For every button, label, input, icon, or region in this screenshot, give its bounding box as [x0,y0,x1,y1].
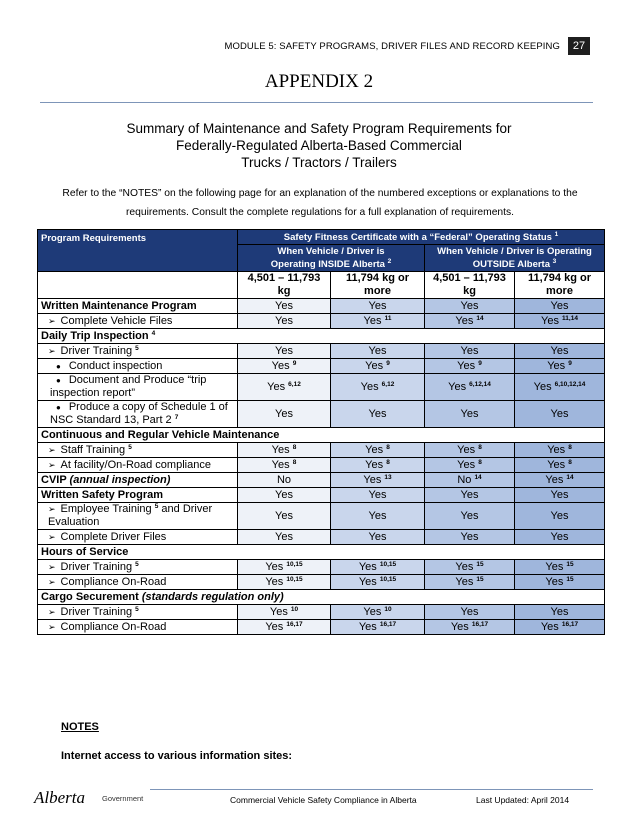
weight-class-row [38,272,605,299]
row-label: ➢ Driver Training $^5$ [38,344,238,359]
row-label: ● Produce a copy of Schedule 1 of NSC Standard 13, Part 2 $^7$ [38,401,238,428]
requirement-cell: Yes $^8$ [425,458,515,473]
requirement-cell: Yes $^{6,12}$ [238,374,331,401]
requirement-cell: Yes [331,530,425,545]
weight-class-3: 4,501 – 11,793 kg [425,272,515,299]
requirement-cell: Yes $^8$ [238,458,331,473]
requirement-cell: Yes $^8$ [331,458,425,473]
table-row [38,590,605,605]
table-row [38,575,605,590]
arrow-bullet-icon: ➢ [48,606,56,617]
arrow-bullet-icon: ➢ [48,315,56,326]
arrow-bullet-icon: ➢ [48,621,56,632]
requirement-cell: Yes $^{16,17}$ [238,620,331,635]
table-row [38,560,605,575]
footer-divider [150,789,593,790]
requirement-cell: Yes $^{15}$ [515,560,605,575]
requirement-cell: Yes $^{6,12,14}$ [425,374,515,401]
arrow-bullet-icon: ➢ [48,444,56,455]
arrow-bullet-icon: ➢ [48,561,56,572]
requirement-cell: Yes $^{10,15}$ [331,575,425,590]
table-row [38,344,605,359]
requirement-cell: Yes $^{14}$ [425,314,515,329]
requirement-cell: Yes $^{10}$ [238,605,331,620]
requirement-cell: Yes $^{16,17}$ [515,620,605,635]
row-label: ● Document and Produce “trip inspection report” [38,374,238,401]
requirement-cell: Yes $^{11,14}$ [515,314,605,329]
table-row [38,359,605,374]
col-outside-alberta: When Vehicle / Driver is Operating OUTSIDE Alberta $^3$ [425,245,605,272]
requirement-cell: Yes $^{6,10,12,14}$ [515,374,605,401]
requirement-cell: Yes [238,488,331,503]
alberta-logo: Alberta [34,788,85,807]
row-label: Written Safety Program [38,488,238,503]
module-title: MODULE 5: SAFETY PROGRAMS, DRIVER FILES AND RECORD KEEPING [224,41,560,52]
row-label: Continuous and Regular Vehicle Maintenance [38,428,605,443]
table-row [38,530,605,545]
bullet-icon: ● [56,376,61,385]
row-label: Cargo Securement (standards regulation only) [38,590,605,605]
requirement-cell: Yes $^8$ [238,443,331,458]
requirement-cell: Yes $^8$ [515,443,605,458]
notes-heading: NOTES [61,721,99,733]
requirement-cell: Yes $^9$ [515,359,605,374]
table-row [38,488,605,503]
summary-line-1: Summary of Maintenance and Safety Program Requirements for [126,121,512,136]
row-label: ➢ Complete Driver Files [38,530,238,545]
requirement-cell: Yes [331,344,425,359]
row-label: ➢ Compliance On-Road [38,575,238,590]
requirement-cell: No [238,473,331,488]
row-label: Daily Trip Inspection $^4$ [38,329,605,344]
requirement-cell: Yes $^{16,17}$ [425,620,515,635]
requirement-cell: Yes [331,488,425,503]
requirement-cell: Yes [238,344,331,359]
requirement-cell: Yes $^9$ [238,359,331,374]
summary-heading [0,120,638,171]
requirement-cell: Yes $^{10}$ [331,605,425,620]
internet-heading: Internet access to various information sites: [61,750,293,762]
requirement-cell: Yes $^{6,12}$ [331,374,425,401]
row-label: ➢ Driver Training $^5$ [38,605,238,620]
bullet-icon: ● [56,361,61,371]
col-safety-fitness-certificate: Safety Fitness Certificate with a “Federal” Operating Status $^1$ [238,230,605,245]
requirement-cell: Yes [425,299,515,314]
col-program-requirements: Program Requirements [38,230,238,272]
table-row [38,314,605,329]
requirement-cell: No $^{14}$ [425,473,515,488]
requirement-cell: Yes $^{14}$ [515,473,605,488]
requirement-cell: Yes [515,401,605,428]
requirement-cell: Yes [331,401,425,428]
requirement-cell: Yes [425,344,515,359]
page-title: APPENDIX 2 [264,71,374,92]
requirement-cell: Yes $^9$ [331,359,425,374]
row-label: ➢ Employee Training $^5$ and Driver Evaluation [38,503,238,530]
requirement-cell: Yes [515,605,605,620]
page-number: 27 [568,37,590,55]
weight-class-2: 11,794 kg or more [331,272,425,299]
requirements-table [37,229,605,635]
arrow-bullet-icon: ➢ [48,459,56,470]
row-label: Written Maintenance Program [38,299,238,314]
requirement-cell: Yes $^{16,17}$ [331,620,425,635]
row-label: ➢ Staff Training $^5$ [38,443,238,458]
requirement-cell: Yes [238,314,331,329]
table-row [38,605,605,620]
requirement-cell: Yes $^8$ [331,443,425,458]
requirement-cell: Yes [238,299,331,314]
row-label: ➢ Driver Training $^5$ [38,560,238,575]
row-label: CVIP (annual inspection) [38,473,238,488]
requirement-cell: Yes [515,503,605,530]
table-row [38,503,605,530]
summary-line-2: Federally-Regulated Alberta-Based Commercial [176,138,462,153]
summary-line-3: Trucks / Tractors / Trailers [241,155,397,170]
requirement-cell: Yes [515,530,605,545]
requirement-cell: Yes [425,605,515,620]
requirement-cell: Yes $^{15}$ [425,575,515,590]
requirement-cell: Yes [425,401,515,428]
table-row [38,545,605,560]
requirement-cell: Yes [238,401,331,428]
arrow-bullet-icon: ➢ [48,576,56,587]
table-row [38,299,605,314]
requirement-cell: Yes [425,503,515,530]
row-label: ● Conduct inspection [38,359,238,374]
refer-paragraph: Refer to the “NOTES” on the following page for an explanation of the numbered exceptions or explanations to the requirements. Consult the complete regulations for a full explanation of requirements. [62,188,578,218]
requirement-cell: Yes [515,299,605,314]
table-row [38,458,605,473]
footer-document-title: Commercial Vehicle Safety Compliance in Alberta [230,795,417,805]
requirement-cell: Yes $^{11}$ [331,314,425,329]
requirement-cell: Yes [238,503,331,530]
requirement-cell: Yes [331,299,425,314]
arrow-bullet-icon: ➢ [48,345,56,356]
requirement-cell: Yes $^{15}$ [515,575,605,590]
logo-government-text: Government [102,794,144,803]
title-divider [40,102,593,103]
weight-class-1: 4,501 – 11,793 kg [238,272,331,299]
requirement-cell: Yes [515,344,605,359]
arrow-bullet-icon: ➢ [48,531,56,542]
row-label: ➢ At facility/On-Road compliance [38,458,238,473]
table-row [38,620,605,635]
requirement-cell: Yes [515,488,605,503]
requirement-cell: Yes $^8$ [515,458,605,473]
col-inside-alberta: When Vehicle / Driver is Operating INSIDE Alberta $^2$ [238,245,425,272]
requirement-cell: Yes $^{13}$ [331,473,425,488]
arrow-bullet-icon: ➢ [48,504,56,514]
requirement-cell: Yes [331,503,425,530]
table-row [38,329,605,344]
row-label: Hours of Service [38,545,605,560]
requirement-cell: Yes $^{10,15}$ [331,560,425,575]
footer-last-updated: Last Updated: April 2014 [476,795,570,805]
requirement-cell: Yes $^{10,15}$ [238,560,331,575]
requirement-cell: Yes $^{15}$ [425,560,515,575]
table-row [38,443,605,458]
requirement-cell: Yes $^{10,15}$ [238,575,331,590]
requirement-cell: Yes $^8$ [425,443,515,458]
table-row [38,374,605,401]
bullet-icon: ● [56,403,61,412]
table-row [38,401,605,428]
table-row [38,428,605,443]
requirement-cell: Yes [238,530,331,545]
requirement-cell: Yes [425,488,515,503]
table-header-row [38,230,605,245]
requirement-cell: Yes [425,530,515,545]
row-label: ➢ Complete Vehicle Files [38,314,238,329]
table-row [38,473,605,488]
row-label: ➢ Compliance On-Road [38,620,238,635]
requirement-cell: Yes $^9$ [425,359,515,374]
weight-class-4: 11,794 kg or more [515,272,605,299]
